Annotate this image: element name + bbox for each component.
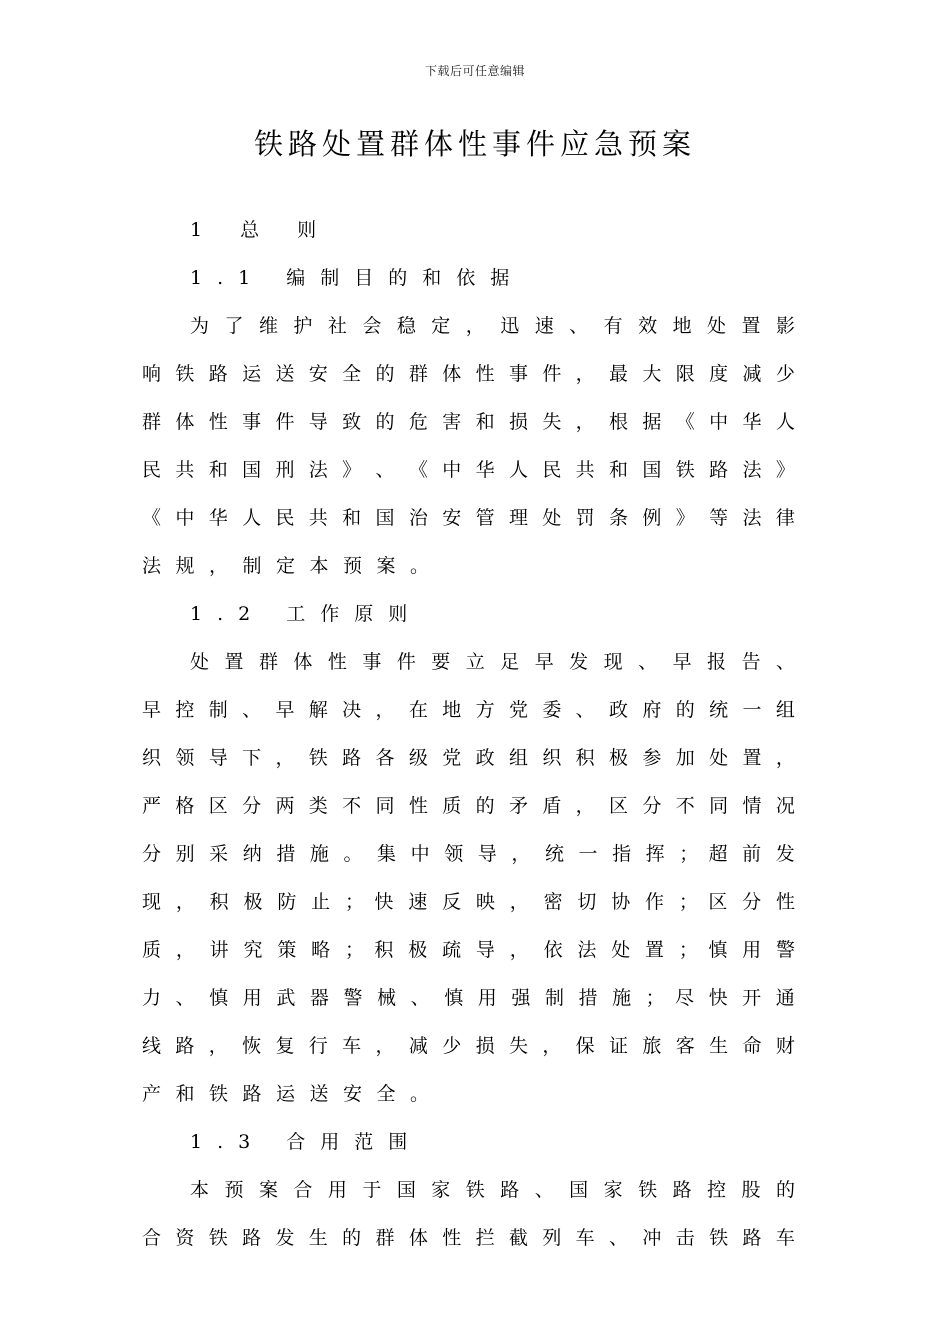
paragraph-line: 《 中 华 人 民 共 和 国 治 安 管 理 处 罚 条 例 》 等 法 律 <box>142 507 795 529</box>
paragraph-line: 民 共 和 国 刑 法 》 、 《 中 华 人 民 共 和 国 铁 路 法 》 <box>142 459 795 481</box>
paragraph-line: 响 铁 路 运 送 安 全 的 群 体 性 事 件 ， 最 大 限 度 减 少 <box>142 363 795 385</box>
header-note: 下载后可任意编辑 <box>424 64 525 78</box>
paragraph-line: 群 体 性 事 件 导 致 的 危 害 和 损 失 ， 根 据 《 中 华 人 <box>142 411 795 433</box>
paragraph-line: 为 了 维 护 社 会 稳 定 ， 迅 速 、 有 效 地 处 置 影 <box>190 315 795 337</box>
paragraph-line: 严 格 区 分 两 类 不 同 性 质 的 矛 盾 ， 区 分 不 同 情 况 <box>142 795 795 817</box>
document-body <box>142 206 795 1262</box>
paragraph-line: 织 领 导 下 ， 铁 路 各 级 党 政 组 织 积 极 参 加 处 置 ， <box>142 747 795 769</box>
section-heading-1-2: 1.2 工作原则 <box>190 603 423 625</box>
paragraph-line: 产和铁路运送安全。 <box>142 1083 444 1105</box>
section-heading-1: 1 总 则 <box>190 219 333 241</box>
paragraph-line: 现 ， 积 极 防 止 ； 快 速 反 映 ， 密 切 协 作 ； 区 分 性 <box>142 891 795 913</box>
paragraph-line: 线 路 ， 恢 复 行 车 ， 减 少 损 失 ， 保 证 旅 客 生 命 财 <box>142 1035 795 1057</box>
paragraph-line: 质 ， 讲 究 策 略 ； 积 极 疏 导 ， 依 法 处 置 ； 慎 用 警 <box>142 939 795 961</box>
paragraph-line: 力 、 慎 用 武 器 警 械 、 慎 用 强 制 措 施 ； 尽 快 开 通 <box>142 987 795 1009</box>
paragraph-line: 法规，制定本预案。 <box>142 555 444 577</box>
section-heading-1-1: 1.1 编制目的和依据 <box>190 267 525 289</box>
paragraph-line: 分 别 采 纳 措 施 。 集 中 领 导 ， 统 一 指 挥 ； 超 前 发 <box>142 843 795 865</box>
paragraph-line: 本 预 案 合 用 于 国 家 铁 路 、 国 家 铁 路 控 股 的 <box>190 1179 795 1201</box>
paragraph-line: 合 资 铁 路 发 生 的 群 体 性 拦 截 列 车 、 冲 击 铁 路 车 <box>142 1227 795 1249</box>
document-title: 铁路处置群体性事件应急预案 <box>253 127 696 161</box>
paragraph-line: 早 控 制 、 早 解 决 ， 在 地 方 党 委 、 政 府 的 统 一 组 <box>142 699 795 721</box>
section-heading-1-3: 1.3 合用范围 <box>190 1131 423 1153</box>
paragraph-line: 处 置 群 体 性 事 件 要 立 足 早 发 现 、 早 报 告 、 <box>190 651 795 673</box>
